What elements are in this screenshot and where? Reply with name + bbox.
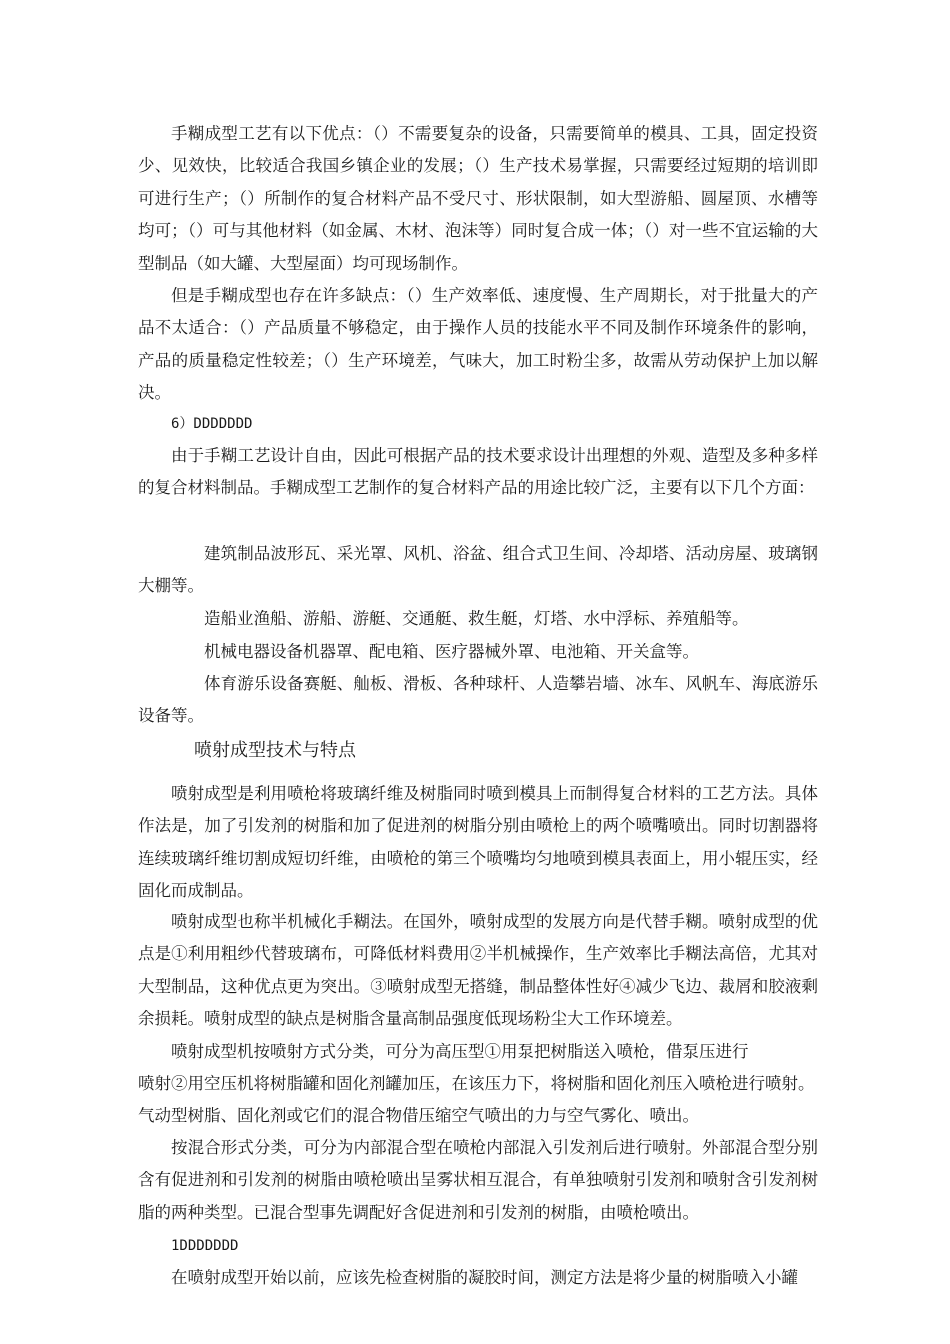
paragraph-spray-up-pros-cons: 喷射成型也称半机械化手糊法。在国外，喷射成型的发展方向是代替手糊。喷射成型的优点是①利用粗纱代替玻璃布，可降低材料费用②半机械操作，生产效率比手糊法高倍，尤其对大型制品，这种优点更为突出。③喷射成型无搭缝，制品整体性好④减少飞边、裁屑和胶液剩余损耗。喷射成型的缺点是树脂含量高制品强度低现场粉尘大工作环境差。 <box>138 912 818 1029</box>
paragraph-applications-intro: 由于手糊工艺设计自由，因此可根据产品的技术要求设计出理想的外观、造型及多种多样的复合材料制品。手糊成型工艺制作的复合材料产品的用途比较广泛，主要有以下几个方面： <box>138 446 818 498</box>
section-label-1: 1DDDDDDD <box>171 1238 239 1254</box>
list-item-machinery: 机械电器设备机器罩、配电箱、医疗器械外罩、电池箱、开关盒等。 <box>204 642 699 661</box>
paragraph-gel-time-check: 在喷射成型开始以前，应该先检查树脂的凝胶时间，测定方法是将少量的树脂喷入小罐 <box>171 1268 798 1287</box>
paragraph-spray-machine-types-line1: 喷射成型机按喷射方式分类，可分为高压型①用泵把树脂送入喷枪，借泵压进行 <box>171 1042 749 1061</box>
paragraph-spray-up-definition: 喷射成型是利用喷枪将玻璃纤维及树脂同时喷到模具上而制得复合材料的工艺方法。具体作法是，加了引发剂的树脂和加了促进剂的树脂分别由喷枪上的两个喷嘴喷出。同时切割器将连续玻璃纤维切割成短切纤维，由喷枪的第三个喷嘴均匀地喷到模具表面上，用小辊压实，经固化而成制品。 <box>138 784 818 901</box>
paragraph-hand-layup-disadvantages: 但是手糊成型也存在许多缺点：（）生产效率低、速度慢、生产周期长，对于批量大的产品不太适合：（）产品质量不够稳定，由于操作人员的技能水平不同及制作环境条件的影响，产品的质量稳定性较差；（）生产环境差，气味大，加工时粉尘多，故需从劳动保护上加以解决。 <box>138 286 818 403</box>
paragraph-spray-machine-types-rest: 喷射②用空压机将树脂罐和固化剂罐加压，在该压力下，将树脂和固化剂压入喷枪进行喷射。气动型树脂、固化剂或它们的混合物借压缩空气喷出的力与空气雾化、喷出。 <box>138 1074 815 1126</box>
list-item-construction: 建筑制品波形瓦、采光罩、风机、浴盆、组合式卫生间、冷却塔、活动房屋、玻璃钢大棚等。 <box>138 544 818 596</box>
section-heading-spray-up: 喷射成型技术与特点 <box>194 740 356 761</box>
paragraph-mixing-types: 按混合形式分类，可分为内部混合型在喷枪内部混入引发剂后进行喷射。外部混合型分别含有促进剂和引发剂的树脂由喷枪喷出呈雾状相互混合，有单独喷射引发剂和喷射含引发剂树脂的两种类型。已混合型事先调配好含促进剂和引发剂的树脂，由喷枪喷出。 <box>138 1138 818 1222</box>
list-item-sports: 体育游乐设备赛艇、舢板、滑板、各种球杆、人造攀岩墙、冰车、风帆车、海底游乐设备等。 <box>138 674 818 726</box>
list-item-shipbuilding: 造船业渔船、游船、游艇、交通艇、救生艇，灯塔、水中浮标、养殖船等。 <box>204 609 749 628</box>
paragraph-hand-layup-advantages: 手糊成型工艺有以下优点：（）不需要复杂的设备，只需要简单的模具、工具，固定投资少、见效快，比较适合我国乡镇企业的发展；（）生产技术易掌握，只需要经过短期的培训即可进行生产；（）所制作的复合材料产品不受尺寸、形状限制，如大型游船、圆屋顶、水槽等均可；（）可与其他材料（如金属、木材、泡沫等）同时复合成一体；（）对一些不宜运输的大型制品（如大罐、大型屋面）均可现场制作。 <box>138 124 818 273</box>
section-label-6: 6）DDDDDDD <box>171 416 253 432</box>
